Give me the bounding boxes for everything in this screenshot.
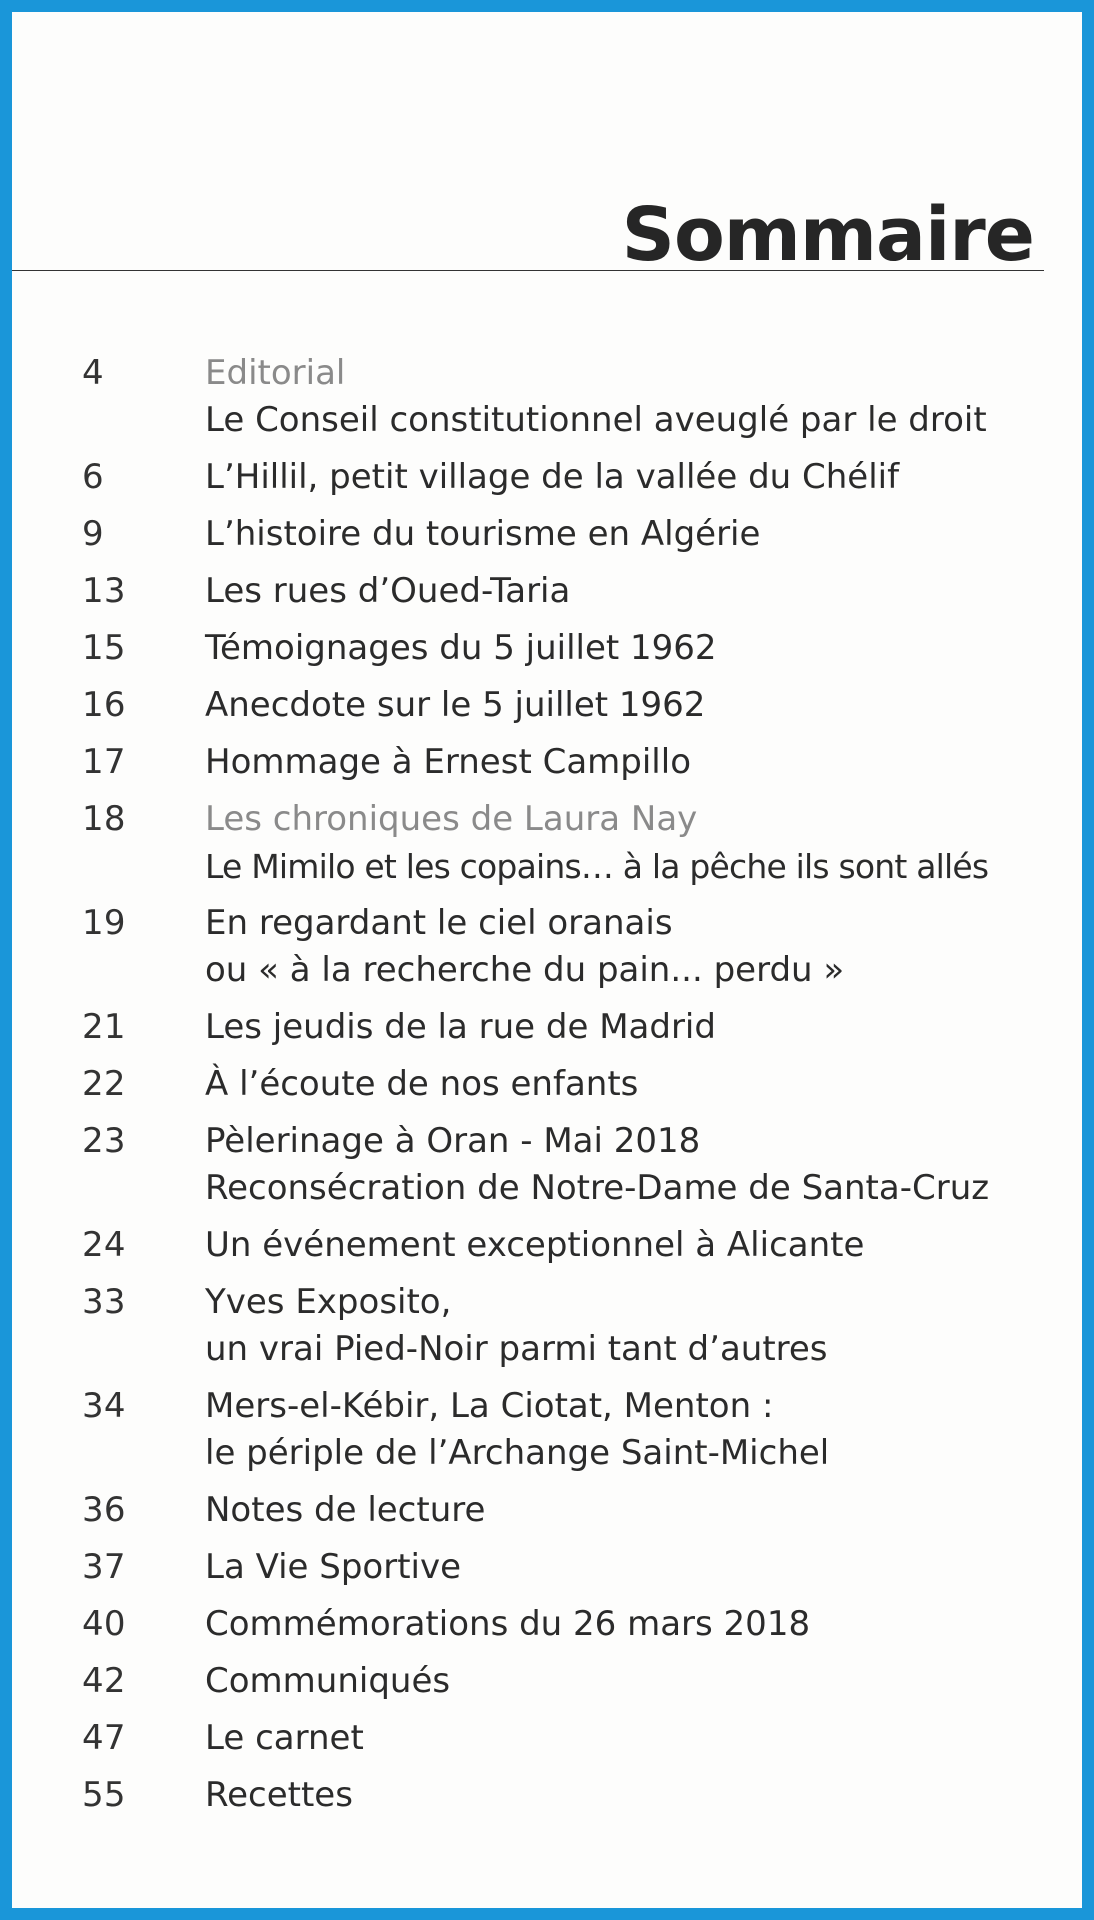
toc-page-number: 24 (82, 1225, 126, 1265)
toc-page-number: 22 (82, 1064, 126, 1104)
toc-entry-line: Reconsécration de Notre-Dame de Santa-Cruz (205, 1168, 990, 1208)
toc-entry (82, 1544, 1062, 1591)
toc-entry-text (205, 739, 1062, 786)
toc-page-number: 17 (82, 742, 126, 782)
toc-entry-text (205, 1772, 1062, 1819)
toc-page-number: 47 (82, 1718, 126, 1758)
toc-entry-line: La Vie Sportive (205, 1547, 462, 1587)
toc-entry (82, 625, 1062, 672)
toc-entry (82, 1004, 1062, 1051)
page-title: Sommaire (621, 192, 1034, 278)
toc-page-number: 16 (82, 685, 126, 725)
toc-entry-line: Communiqués (205, 1661, 451, 1701)
toc-entry-text (205, 1118, 1062, 1212)
toc-entry-line: un vrai Pied-Noir parmi tant d’autres (205, 1329, 828, 1369)
toc-entry-text (205, 1222, 1062, 1269)
toc-entry (82, 1383, 1062, 1477)
toc-entry (82, 739, 1062, 786)
toc-entry (82, 568, 1062, 615)
toc-entry-text (205, 350, 1062, 444)
toc-entry (82, 1601, 1062, 1648)
toc-entry (82, 1658, 1062, 1705)
toc-entry-line: Les rues d’Oued-Taria (205, 571, 571, 611)
toc-entry-line: ou « à la recherche du pain... perdu » (205, 950, 845, 990)
toc-entry-text (205, 1658, 1062, 1705)
toc-entry-text (205, 1061, 1062, 1108)
table-of-contents (82, 350, 1062, 1829)
toc-page-number: 34 (82, 1386, 126, 1426)
toc-page-number: 15 (82, 628, 126, 668)
toc-entry (82, 350, 1062, 444)
toc-entry (82, 796, 1062, 890)
toc-entry (82, 1222, 1062, 1269)
toc-entry-text (205, 511, 1062, 558)
toc-entry-text (205, 1544, 1062, 1591)
toc-page-number: 36 (82, 1490, 126, 1530)
toc-entry-text (205, 1004, 1062, 1051)
toc-entry-line: Les jeudis de la rue de Madrid (205, 1007, 716, 1047)
toc-entry (82, 682, 1062, 729)
toc-entry-line: Notes de lecture (205, 1490, 486, 1530)
toc-entry-text (205, 796, 1062, 890)
toc-entry-text (205, 1601, 1062, 1648)
toc-entry-line: En regardant le ciel oranais (205, 903, 673, 943)
toc-entry-text (205, 682, 1062, 729)
toc-entry-line: À l’écoute de nos enfants (205, 1064, 639, 1104)
toc-entry-line: Un événement exceptionnel à Alicante (205, 1225, 865, 1265)
toc-entry-line: Recettes (205, 1775, 353, 1815)
toc-entry (82, 454, 1062, 501)
toc-entry (82, 1279, 1062, 1373)
toc-page-number: 23 (82, 1121, 126, 1161)
toc-entry-subtitle: Les chroniques de Laura Nay (205, 799, 698, 839)
toc-page-number: 6 (82, 457, 104, 497)
toc-entry-line: Commémorations du 26 mars 2018 (205, 1604, 811, 1644)
toc-entry (82, 511, 1062, 558)
toc-entry (82, 1061, 1062, 1108)
toc-entry (82, 1772, 1062, 1819)
toc-entry-subtitle: Editorial (205, 353, 346, 393)
toc-entry-line: L’histoire du tourisme en Algérie (205, 514, 761, 554)
toc-entry (82, 900, 1062, 994)
toc-entry-text (205, 454, 1062, 501)
toc-entry (82, 1118, 1062, 1212)
toc-entry (82, 1715, 1062, 1762)
toc-page-number: 33 (82, 1282, 126, 1322)
toc-entry-line: Pèlerinage à Oran - Mai 2018 (205, 1121, 701, 1161)
toc-entry-text (205, 1487, 1062, 1534)
toc-page-number: 55 (82, 1775, 126, 1815)
toc-page-number: 21 (82, 1007, 126, 1047)
toc-entry-line: Anecdote sur le 5 juillet 1962 (205, 685, 706, 725)
toc-entry-text (205, 1715, 1062, 1762)
toc-entry-line: L’Hillil, petit village de la vallée du Chélif (205, 457, 900, 497)
toc-page-number: 18 (82, 799, 126, 839)
toc-entry-line: Hommage à Ernest Campillo (205, 742, 691, 782)
toc-page-number: 42 (82, 1661, 126, 1701)
toc-entry-line: Le carnet (205, 1718, 364, 1758)
toc-entry-line: le périple de l’Archange Saint-Michel (205, 1433, 830, 1473)
toc-entry-line: Le Mimilo et les copains… à la pêche ils sont allés (205, 847, 989, 886)
toc-page-number: 40 (82, 1604, 126, 1644)
toc-page-number: 4 (82, 353, 104, 393)
toc-entry-line: Témoignages du 5 juillet 1962 (205, 628, 717, 668)
toc-entry-line: Mers-el-Kébir, La Ciotat, Menton : (205, 1386, 774, 1426)
toc-page-number: 19 (82, 903, 126, 943)
toc-entry-text (205, 1279, 1062, 1373)
toc-entry (82, 1487, 1062, 1534)
toc-entry-text (205, 900, 1062, 994)
toc-entry-line: Le Conseil constitutionnel aveuglé par le droit (205, 400, 987, 440)
toc-page-number: 37 (82, 1547, 126, 1587)
toc-page-number: 13 (82, 571, 126, 611)
title-divider (12, 270, 1044, 271)
toc-entry-text (205, 568, 1062, 615)
toc-page-number: 9 (82, 514, 104, 554)
toc-entry-text (205, 1383, 1062, 1477)
toc-entry-line: Yves Exposito, (205, 1282, 452, 1322)
toc-entry-text (205, 625, 1062, 672)
